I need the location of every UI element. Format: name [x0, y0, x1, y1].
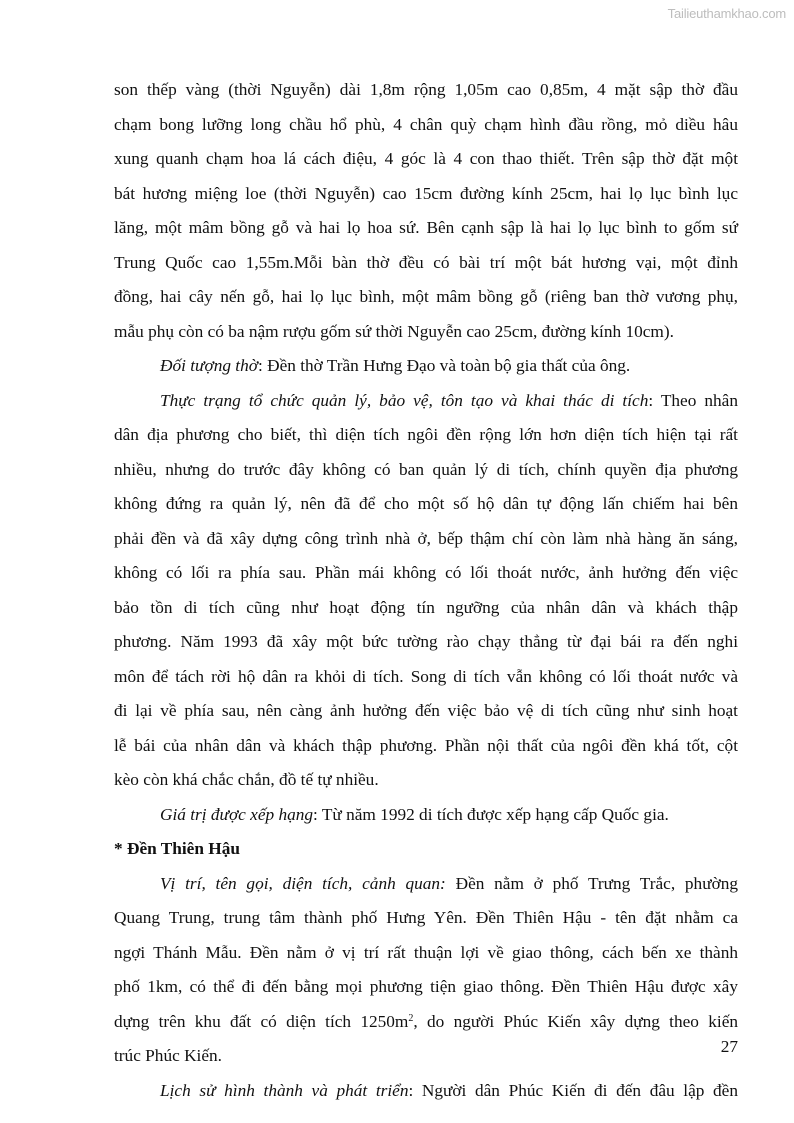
text-line: môn để tách rời hộ dân ra khỏi di tích. Song di tích vẫn không có lối thoát nước và	[114, 666, 738, 686]
text-line: xung quanh chạm hoa lá cách điệu, 4 góc là 4 con thao thiết. Trên sập thờ đặt một	[114, 149, 738, 168]
text-thuc-trang: : Theo nhân	[648, 390, 738, 410]
text-line: mẫu phụ còn có ba nậm rượu gốm sứ thời Nguyễn cao 25cm, đường kính 10cm).	[114, 321, 674, 341]
text-line: phương. Năm 1993 đã xây một bức tường rào chạy thẳng từ đại bái ra đến nghi	[114, 632, 738, 651]
text-line: son thếp vàng (thời Nguyễn) dài 1,8m rộng 1,05m cao 0,85m, 4 mặt sập thờ đầu	[114, 80, 738, 99]
section-heading: * Đền Thiên Hậu	[114, 839, 240, 858]
text-line: chạm bong lưỡng long chầu hổ phù, 4 chân quỳ chạm hình đầu rồng, mỏ diều hâu	[114, 114, 738, 134]
area-text-rest: , do người Phúc Kiến xây dựng theo kiến	[413, 1011, 739, 1031]
label-thuc-trang: Thực trạng tổ chức quản lý, bảo vệ, tôn tạo và khai thác di tích	[160, 390, 649, 410]
text-line: ngợi Thánh Mẫu. Đền nằm ở vị trí rất thuận lợi về giao thông, cách bến xe thành	[114, 942, 738, 962]
text-line: đồng, hai cây nến gỗ, hai lọ lục bình, một mâm bồng gỗ (riêng ban thờ vương phụ,	[114, 287, 738, 306]
paragraph-doi-tuong	[114, 349, 738, 384]
watermark: Tailieuthamkhao.com	[667, 6, 786, 21]
text-line: Quang Trung, trung tâm thành phố Hưng Yên. Đền Thiên Hậu - tên đặt nhằm ca	[114, 908, 738, 927]
text-line: phố 1km, có thể đi đến bằng mọi phương tiện giao thông. Đền Thiên Hậu được xây	[114, 977, 738, 996]
text-gia-tri: : Từ năm 1992 di tích được xếp hạng cấp Quốc gia.	[313, 804, 669, 824]
area-text: dựng trên khu đất có diện tích 1250m	[114, 1011, 409, 1031]
text-vi-tri: Đền nằm ở phố Trưng Trắc, phường	[445, 873, 738, 893]
text-line: lăng, một mâm bồng gỗ và hai lọ hoa sứ. Bên cạnh sập là hai lọ lục bình to gốm sứ	[114, 218, 738, 237]
page-number: 27	[720, 1037, 738, 1056]
text-line: không có lối ra phía sau. Phần mái không có lối thoát nước, ảnh hưởng đến việc	[114, 563, 738, 582]
document-body	[114, 73, 738, 1108]
label-vi-tri: Vị trí, tên gọi, diện tích, cảnh quan:	[160, 873, 446, 893]
text-line: phải đền và đã xây dựng công trình nhà ở, bếp thậm chí còn làm nhà hàng ăn sáng,	[114, 528, 738, 548]
text-lich-su: : Người dân Phúc Kiến đi đến đâu lập đền	[408, 1080, 738, 1100]
text-line: đi lại về phía sau, nên càng ảnh hưởng đến việc bảo vệ di tích cũng như sinh hoạt	[114, 701, 738, 720]
superscript: 2	[408, 1012, 414, 1024]
text-line: nhiều, nhưng do trước đây không có ban quản lý di tích, chính quyền địa phương	[114, 459, 738, 479]
paragraph-thuc-trang-first	[114, 384, 738, 419]
text-line: Trung Quốc cao 1,55m.Mỗi bàn thờ đều có bài trí một bát hương vại, một đỉnh	[114, 252, 738, 272]
text-line: kèo còn khá chắc chắn, đồ tế tự nhiều.	[114, 770, 379, 789]
paragraph-gia-tri	[114, 798, 738, 833]
label-doi-tuong: Đối tượng thờ	[160, 356, 258, 375]
text-line: dân địa phương cho biết, thì diện tích ngôi đền rộng lớn hơn diện tích hiện tại rất	[114, 425, 738, 444]
text-line-area	[114, 1005, 738, 1040]
text-line: không đứng ra quản lý, nên đã để cho một số hộ dân tự động lấn chiếm hai bên	[114, 494, 738, 513]
text-line: bảo tồn di tích cũng như hoạt động tín ngưỡng của nhân dân và khách thập	[114, 597, 738, 617]
paragraph-lich-su	[114, 1074, 738, 1109]
text-doi-tuong: : Đền thờ Trần Hưng Đạo và toàn bộ gia thất của ông.	[257, 356, 631, 375]
paragraph-vi-tri-first	[114, 867, 738, 902]
label-lich-su: Lịch sử hình thành và phát triển	[160, 1080, 409, 1100]
label-gia-tri: Giá trị được xếp hạng	[160, 804, 314, 824]
text-line: trúc Phúc Kiến.	[114, 1046, 222, 1065]
text-line: lễ bái của nhân dân và khách thập phương. Phần nội thất của ngôi đền khá tốt, cột	[114, 735, 738, 755]
text-line: bát hương miệng loe (thời Nguyễn) cao 15cm đường kính 25cm, hai lọ lục bình lục	[114, 183, 738, 203]
